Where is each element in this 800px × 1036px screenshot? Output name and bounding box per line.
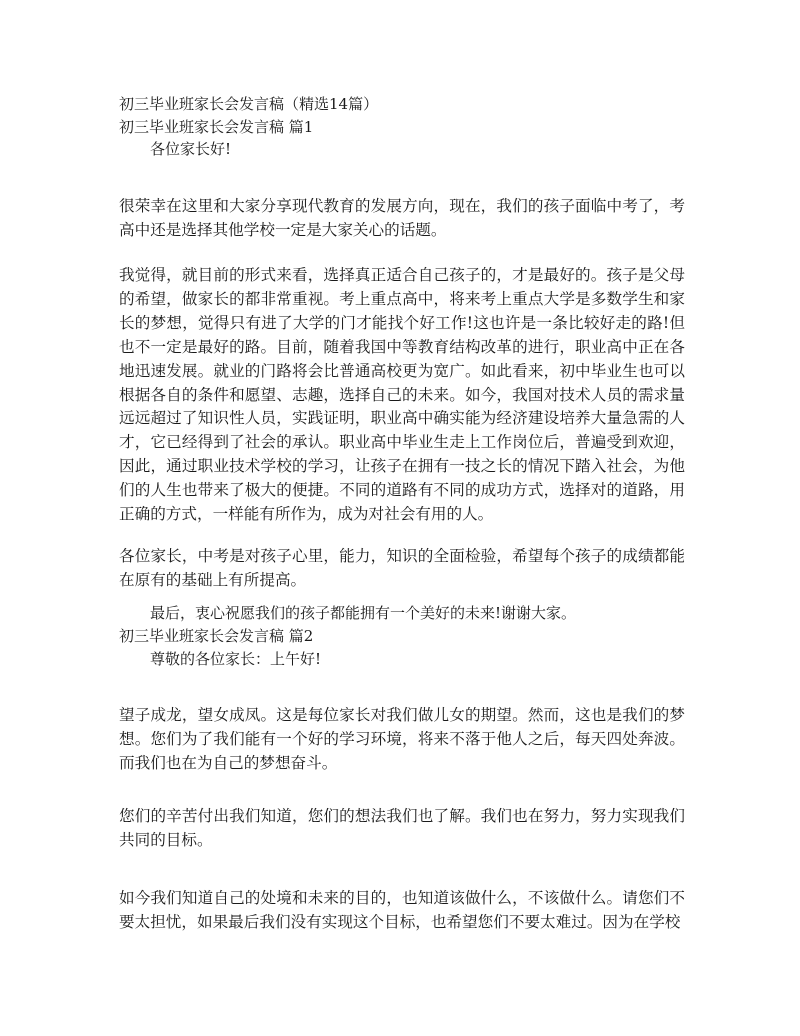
section2-paragraph-3: 如今我们知道自己的处境和未来的目的，也知道该做什么，不该做什么。请您们不要太担忧，如果最后我们没有实现这个目标，也希望您们不要太难过。因为在学校 xyxy=(119,889,685,931)
section2-greeting: 尊敬的各位家长：上午好! xyxy=(150,650,322,668)
section1-heading: 初三毕业班家长会发言稿 篇1 xyxy=(119,118,314,136)
section1-paragraph-1: 很荣幸在这里和大家分享现代教育的发展方向，现在，我们的孩子面临中考了，考高中还是选择其他学校一定是大家关心的话题。 xyxy=(119,197,685,239)
section2-paragraph-2: 您们的辛苦付出我们知道，您们的想法我们也了解。我们也在努力，努力实现我们共同的目标。 xyxy=(119,807,685,849)
section1-paragraph-2: 我觉得，就目前的形式来看，选择真正适合自己孩子的，才是最好的。孩子是父母的希望，做家长的都非常重视。考上重点高中，将来考上重点大学是多数学生和家长的梦想，觉得只有进了大学的门才能找个好工作!这也许是一条比较好走的路!但也不一定是最好的路。目前，随着我国中等教育结构改革的进行，职业高中正在各地迅速发展。就业的门路将会比普通高校更为宽广。如此看来，初中毕业生也可以根据各自的条件和愿望、志趣，选择自己的未来。如今，我国对技术人员的需求量远远超过了知识性人员，实践证明，职业高中确实能为经济建设培养大量急需的人才，它已经得到了社会的承认。职业高中毕业生走上工作岗位后，普遍受到欢迎，因此，通过职业技术学校的学习，让孩子在拥有一技之长的情况下踏入社会，为他们的人生也带来了极大的便捷。不同的道路有不同的成功方式，选择对的道路，用正确的方式，一样能有所作为，成为对社会有用的人。 xyxy=(119,266,685,524)
section1-paragraph-3: 各位家长，中考是对孩子心里，能力，知识的全面检验，希望每个孩子的成绩都能在原有的基础上有所提高。 xyxy=(119,547,685,589)
section2-paragraph-1: 望子成龙，望女成凤。这是每位家长对我们做儿女的期望。然而，这也是我们的梦想。您们为了我们能有一个好的学习环境，将来不落于他人之后，每天四处奔波。而我们也在为自己的梦想奋斗。 xyxy=(119,706,685,772)
document-title: 初三毕业班家长会发言稿（精选14篇） xyxy=(119,95,379,113)
section1-closing: 最后，衷心祝愿我们的孩子都能拥有一个美好的未来!谢谢大家。 xyxy=(150,604,577,622)
section1-greeting: 各位家长好! xyxy=(150,140,232,158)
section2-heading: 初三毕业班家长会发言稿 篇2 xyxy=(119,627,314,645)
